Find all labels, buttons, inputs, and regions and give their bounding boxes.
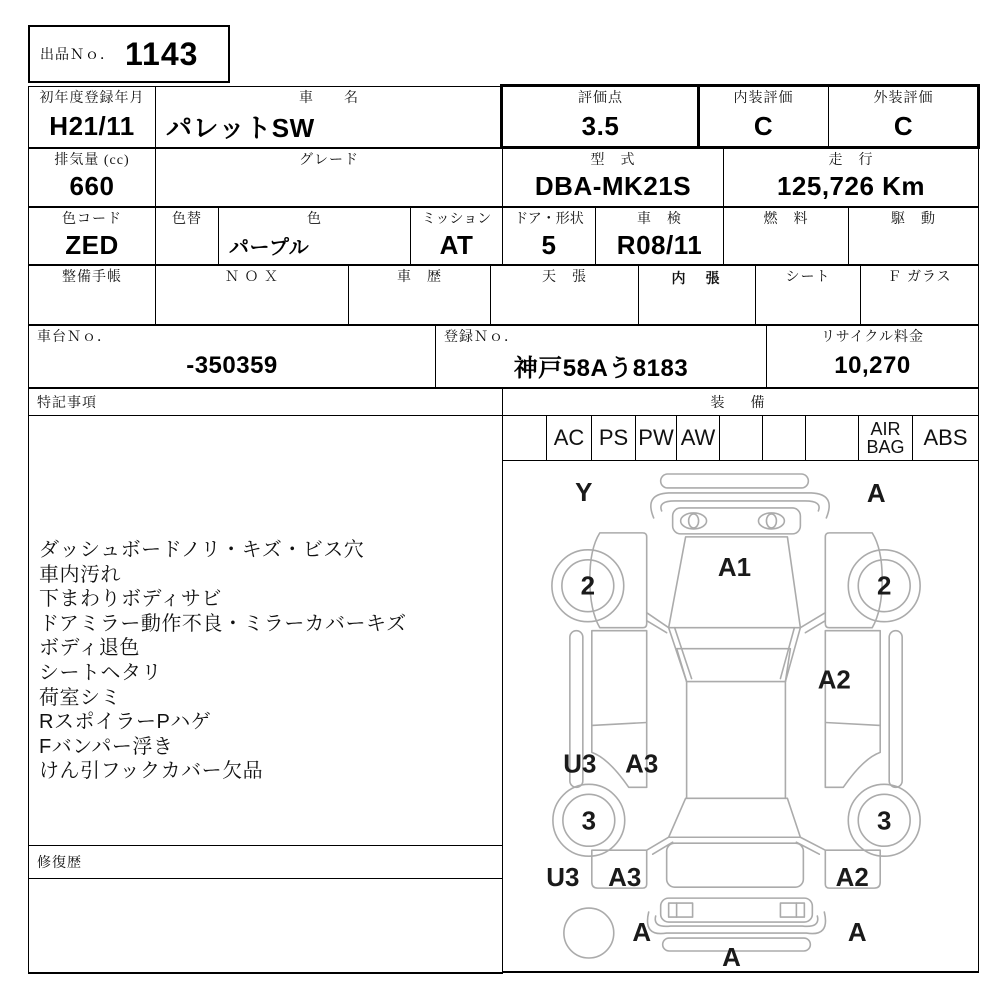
field-chassis-no	[28, 325, 436, 388]
equipment-cell-6	[762, 415, 806, 461]
cell-value	[156, 287, 348, 324]
note-line: RスポイラーPハゲ	[39, 711, 212, 734]
cell-label: シート	[785, 270, 831, 285]
cell-value: 125,726 Km	[776, 171, 926, 201]
cell-label: グレード	[299, 153, 359, 168]
note-line: 車内汚れ	[39, 563, 121, 586]
cell-value	[29, 287, 155, 324]
field-car-name	[155, 86, 503, 148]
cell-value	[724, 229, 848, 264]
cell-value: 神戸58Aう8183	[513, 355, 689, 382]
cell-label: 車台Ｎｏ．	[37, 330, 112, 345]
cell-value	[349, 287, 490, 324]
cell-label: 色	[307, 212, 322, 227]
damage-label: Y	[575, 478, 593, 507]
field-headliner	[490, 265, 639, 325]
damage-label: 3	[876, 807, 892, 836]
field-color-change	[155, 207, 219, 265]
field-seat	[755, 265, 861, 325]
equipment-header: 装 備	[502, 388, 979, 416]
field-inspection	[595, 207, 724, 265]
field-transmission	[410, 207, 503, 265]
damage-label: 2	[876, 572, 892, 601]
note-line: 下まわりボディサビ	[39, 588, 222, 611]
cell-label: 車 歴	[397, 270, 442, 285]
repair-history-body	[28, 878, 503, 974]
equipment-cell-airbag: AIR BAG	[858, 415, 913, 461]
equipment-cell-aw: AW	[676, 415, 720, 461]
equipment-cell-abs: ABS	[912, 415, 979, 461]
notes-body	[28, 415, 503, 846]
cell-label: ミッション	[421, 212, 492, 227]
cell-label: 駆 動	[891, 212, 936, 227]
cell-value	[491, 287, 638, 324]
equipment-cell-pw: PW	[635, 415, 677, 461]
auction-number-value: 1143	[125, 35, 199, 72]
cell-value	[156, 170, 502, 206]
field-drive	[848, 207, 979, 265]
equipment-cell-5	[719, 415, 763, 461]
field-mileage	[723, 148, 979, 207]
note-line: Fバンパー浮き	[39, 735, 174, 758]
cell-value	[756, 287, 860, 324]
damage-label: U3	[563, 750, 597, 779]
cell-label: 排気量 (cc)	[54, 153, 130, 168]
cell-value	[849, 229, 978, 264]
cell-label: 登録Ｎｏ．	[444, 330, 519, 345]
cell-value: -350359	[186, 351, 278, 379]
cell-label: 車 検	[637, 212, 682, 227]
field-interior-grade	[698, 86, 829, 148]
note-line: 荷室シミ	[39, 686, 121, 709]
field-history	[348, 265, 491, 325]
cell-value	[861, 287, 978, 324]
note-line: けん引フックカバー欠品	[39, 760, 264, 783]
damage-label: A2	[817, 666, 851, 695]
cell-value: ZED	[65, 229, 119, 260]
field-first-registration	[28, 86, 156, 148]
damage-label: 3	[581, 807, 597, 836]
cell-label: Ｎ Ｏ Ｘ	[225, 270, 279, 285]
cell-value	[156, 229, 218, 264]
auction-number-label: 出品Ｎｏ．	[40, 48, 115, 63]
cell-label: 初年度登録年月	[39, 91, 145, 106]
equipment-cell-ps: PS	[591, 415, 636, 461]
cell-value	[639, 287, 755, 324]
car-damage-diagram	[503, 461, 978, 972]
cell-label: 燃 料	[763, 212, 809, 227]
damage-label: A1	[717, 553, 752, 582]
cell-value: H21/11	[49, 110, 135, 141]
cell-label: 型 式	[590, 153, 636, 168]
cell-value: パレットSW	[166, 113, 315, 143]
field-doors	[502, 207, 596, 265]
field-model-code	[502, 148, 724, 207]
cell-value: R08/11	[616, 229, 703, 260]
cell-value: 3.5	[581, 110, 620, 141]
auction-number-box	[28, 25, 230, 83]
cell-value: 5	[541, 229, 557, 260]
field-interior-trim	[638, 265, 756, 325]
cell-label: 色替	[172, 212, 202, 227]
field-grade	[155, 148, 503, 207]
cell-value: 10,270	[834, 351, 911, 379]
cell-label: 評価点	[578, 91, 623, 106]
equipment-cell-ac: AC	[546, 415, 592, 461]
damage-label: A	[847, 919, 867, 948]
field-color	[218, 207, 411, 265]
note-line: シートヘタリ	[39, 661, 162, 684]
cell-label: リサイクル料金	[820, 330, 925, 345]
field-score	[502, 86, 699, 148]
note-line: ボディ退色	[39, 637, 140, 660]
cell-label: 色コード	[62, 212, 122, 227]
damage-diagram-panel	[502, 460, 979, 973]
damage-label: U3	[546, 864, 580, 893]
damage-label: A2	[835, 864, 869, 893]
note-line: ダッシュボードノリ・キズ・ビス穴	[39, 539, 365, 561]
cell-value: DBA-MK21S	[534, 171, 692, 201]
damage-label: A	[722, 943, 741, 972]
notes-header: 特記事項	[28, 388, 503, 416]
repair-history-header: 修復歴	[28, 845, 503, 879]
cell-value: AT	[439, 229, 474, 260]
cell-value: C	[753, 110, 774, 141]
note-line: ドアミラー動作不良・ミラーカバーキズ	[39, 612, 407, 635]
cell-label: 外装評価	[873, 91, 934, 106]
field-maintenance-book	[28, 265, 156, 325]
damage-label: 2	[580, 572, 596, 601]
cell-value: 660	[69, 171, 115, 201]
cell-value: C	[893, 110, 914, 141]
damage-label: A3	[625, 750, 659, 779]
field-exterior-grade	[828, 86, 979, 148]
equipment-cell-0	[502, 415, 547, 461]
cell-label: 内装評価	[733, 91, 794, 106]
field-color-code	[28, 207, 156, 265]
cell-label: Ｆ ガラス	[887, 270, 952, 285]
field-recycle-fee	[766, 325, 979, 388]
field-f-glass	[860, 265, 979, 325]
cell-label: 整備手帳	[62, 270, 122, 285]
cell-label: 内 張	[671, 270, 723, 286]
cell-label: 天 張	[542, 270, 587, 285]
cell-label: 車 名	[299, 91, 359, 106]
equipment-cell-7	[805, 415, 859, 461]
damage-label: A	[632, 919, 652, 948]
damage-label: A3	[608, 864, 642, 893]
field-nox	[155, 265, 349, 325]
cell-label: ドア・形状	[514, 212, 584, 227]
field-displacement	[28, 148, 156, 207]
field-fuel	[723, 207, 849, 265]
cell-label: 走 行	[828, 153, 874, 168]
cell-value: パープル	[229, 236, 310, 259]
field-registration-no	[435, 325, 767, 388]
damage-label: A	[866, 479, 886, 508]
